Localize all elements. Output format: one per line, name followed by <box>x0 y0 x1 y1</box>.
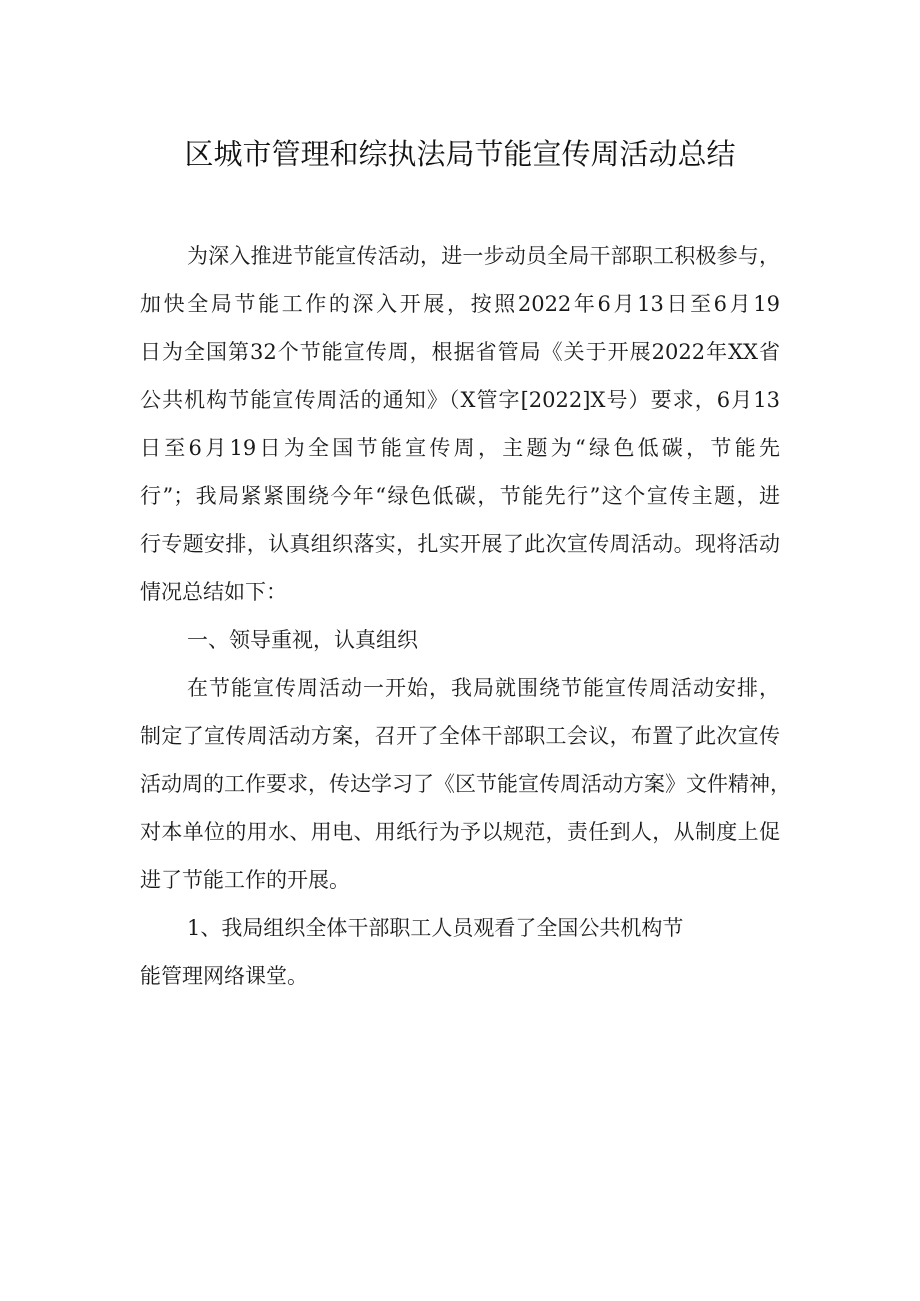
text-line: 对本单位的用水、用电、用纸行为予以规范，责任到人，从制度上促 <box>140 820 780 844</box>
text-line: 1、我局组织全体干部职工人员观看了全国公共机构节 <box>187 916 684 940</box>
text-line: 在节能宣传周活动一开始，我局就围绕节能宣传周活动安排， <box>187 676 780 700</box>
text-line: 日至6月19日为全国节能宣传周，主题为“绿色低碳，节能先 <box>140 436 780 460</box>
section-heading: 一、领导重视，认真组织 <box>187 628 418 652</box>
text-line: 行专题安排，认真组织落实，扎实开展了此次宣传周活动。现将活动 <box>140 532 780 556</box>
text-line: 活动周的工作要求，传达学习了《区节能宣传周活动方案》文件精神， <box>140 772 791 796</box>
text-line: 为深入推进节能宣传活动，进一步动员全局干部职工积极参与， <box>187 244 780 268</box>
text-line: 公共机构节能宣传周活的通知》（X管字[2022]X号）要求，6月13 <box>140 388 780 412</box>
text-line: 日为全国第32个节能宣传周，根据省管局《关于开展2022年XX省 <box>140 340 780 364</box>
text-line: 行”；我局紧紧围绕今年“绿色低碳，节能先行”这个宣传主题，进 <box>140 484 780 508</box>
text-line: 加快全局节能工作的深入开展，按照2022年6月13日至6月19 <box>140 292 780 316</box>
text-line: 能管理网络课堂。 <box>140 964 308 988</box>
text-line: 进了节能工作的开展。 <box>140 868 350 892</box>
text-line: 情况总结如下： <box>140 580 287 604</box>
text-line: 制定了宣传周活动方案，召开了全体干部职工会议，布置了此次宣传 <box>140 724 780 748</box>
document-title: 区城市管理和综执法局节能宣传周活动总结 <box>184 137 736 171</box>
